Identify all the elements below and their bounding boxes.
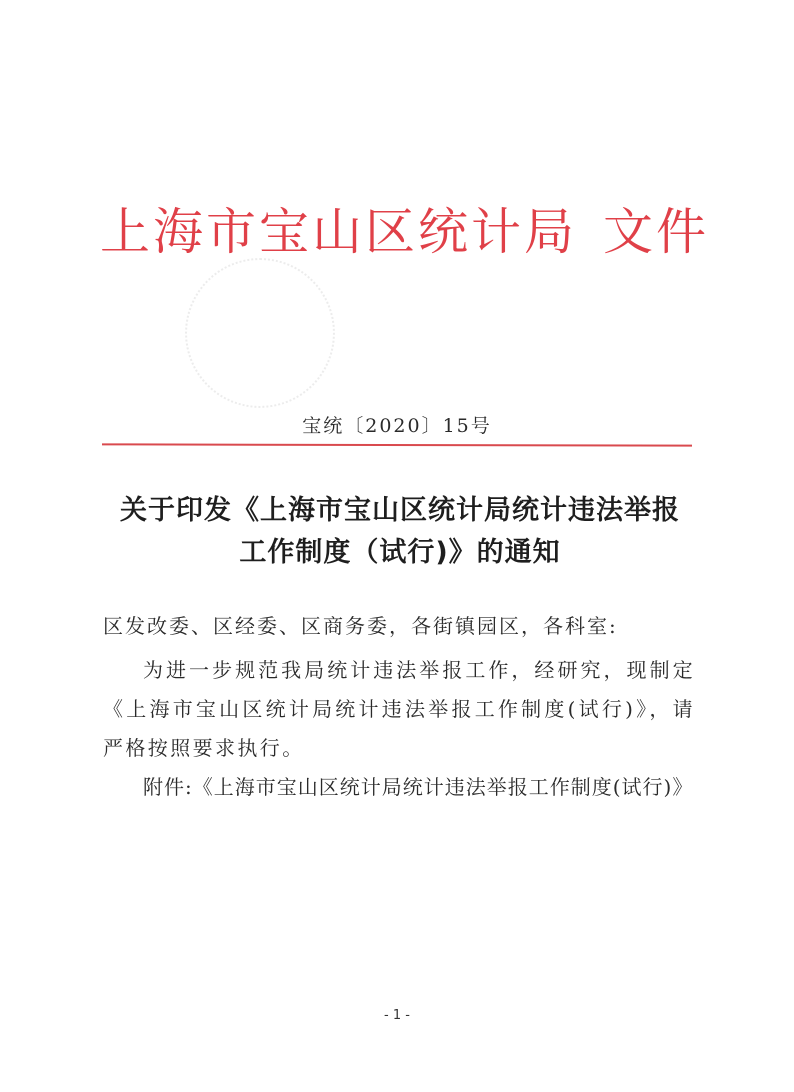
title-line-1: 关于印发《上海市宝山区统计局统计违法举报	[120, 495, 680, 526]
body-paragraph: 为进一步规范我局统计违法举报工作，经研究，现制定《上海市宝山区统计局统计违法举报工作制度(试行)》，请严格按照要求执行。	[103, 658, 695, 760]
document-title	[90, 490, 710, 574]
red-divider	[102, 443, 692, 446]
attachment-line: 附件:《上海市宝山区统计局统计违法举报工作制度(试行)》	[143, 775, 694, 799]
document-label: 文件	[603, 203, 709, 261]
faded-seal-icon	[185, 258, 335, 408]
document-header	[100, 202, 709, 262]
page-number: - 1 -	[384, 1008, 410, 1023]
salutation: 区发改委、区经委、区商务委，各街镇园区，各科室:	[103, 614, 618, 638]
document-number: 宝统〔2020〕15号	[302, 415, 492, 437]
title-line-2: 工作制度（试行)》的通知	[239, 537, 561, 568]
issuer-name: 上海市宝山区统计局	[100, 203, 577, 261]
